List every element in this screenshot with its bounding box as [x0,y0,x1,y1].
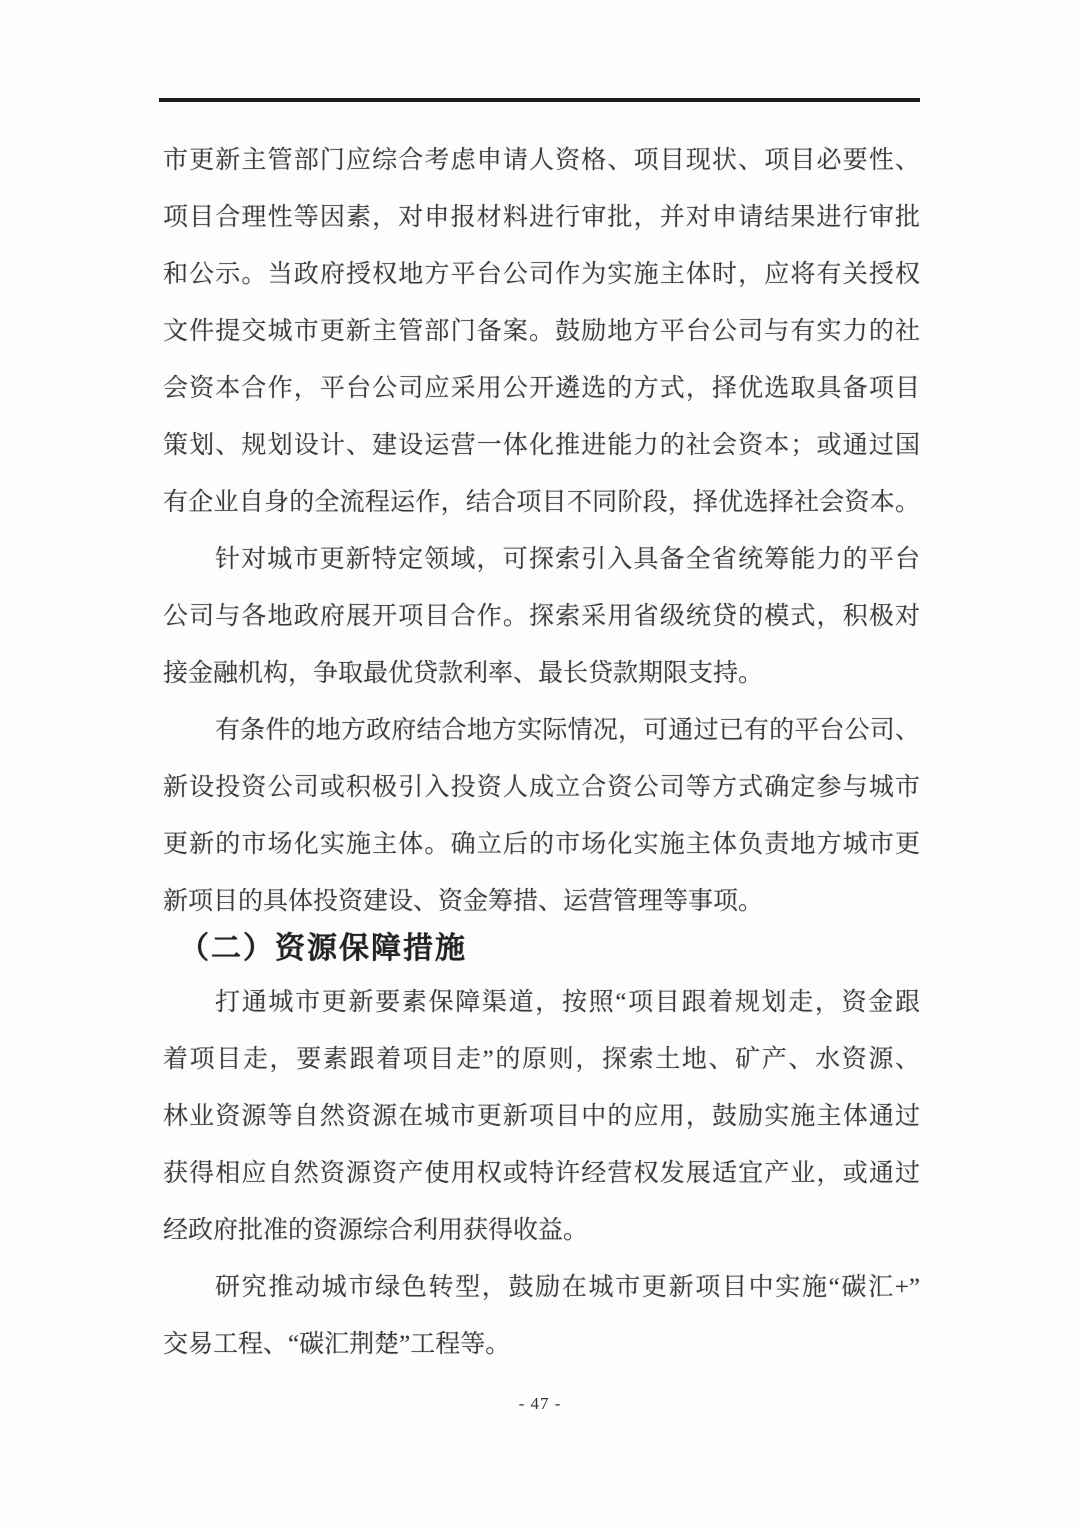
text-line: 和公示。当政府授权地方平台公司作为实施主体时，应将有关授权 [163,261,920,288]
text-line: 接金融机构，争取最优贷款利率、最长贷款期限支持。 [163,660,764,687]
text-line: 针对城市更新特定领域，可探索引入具备全省统筹能力的平台 [215,546,920,573]
text-line: 有条件的地方政府结合地方实际情况，可通过已有的平台公司、 [215,717,920,744]
text-line: 研究推动城市绿色转型，鼓励在城市更新项目中实施“碳汇+” [215,1274,920,1301]
section-heading: （二）资源保障措施 [179,932,467,965]
text-line: 经政府批准的资源综合利用获得收益。 [163,1217,589,1244]
text-line: 着项目走，要素跟着项目走”的原则，探索土地、矿产、水资源、 [163,1046,920,1073]
text-line: 获得相应自然资源资产使用权或特许经营权发展适宜产业，或通过 [163,1160,920,1187]
text-line: 有企业自身的全流程运作，结合项目不同阶段，择优选择社会资本。 [163,489,920,516]
text-line: 策划、规划设计、建设运营一体化推进能力的社会资本；或通过国 [163,432,920,459]
text-line: 市更新主管部门应综合考虑申请人资格、项目现状、项目必要性、 [163,147,920,174]
text-line: 文件提交城市更新主管部门备案。鼓励地方平台公司与有实力的社 [163,318,920,345]
document-body [163,132,920,1373]
text-line: 打通城市更新要素保障渠道，按照“项目跟着规划走，资金跟 [215,989,920,1016]
text-line: 新项目的具体投资建设、资金筹措、运营管理等事项。 [163,888,764,915]
text-line: 项目合理性等因素，对申报材料进行审批，并对申请结果进行审批 [163,204,920,231]
text-line: 更新的市场化实施主体。确立后的市场化实施主体负责地方城市更 [163,831,920,858]
text-line: 会资本合作，平台公司应采用公开遴选的方式，择优选取具备项目 [163,375,920,402]
page-number: - 47 - [518,1394,562,1413]
text-line: 交易工程、“碳汇荆楚”工程等。 [163,1331,511,1358]
text-line: 新设投资公司或积极引入投资人成立合资公司等方式确定参与城市 [163,774,920,801]
text-line: 公司与各地政府展开项目合作。探索采用省级统贷的模式，积极对 [163,603,920,630]
text-line: 林业资源等自然资源在城市更新项目中的应用，鼓励实施主体通过 [163,1103,920,1130]
header-rule [159,98,920,102]
